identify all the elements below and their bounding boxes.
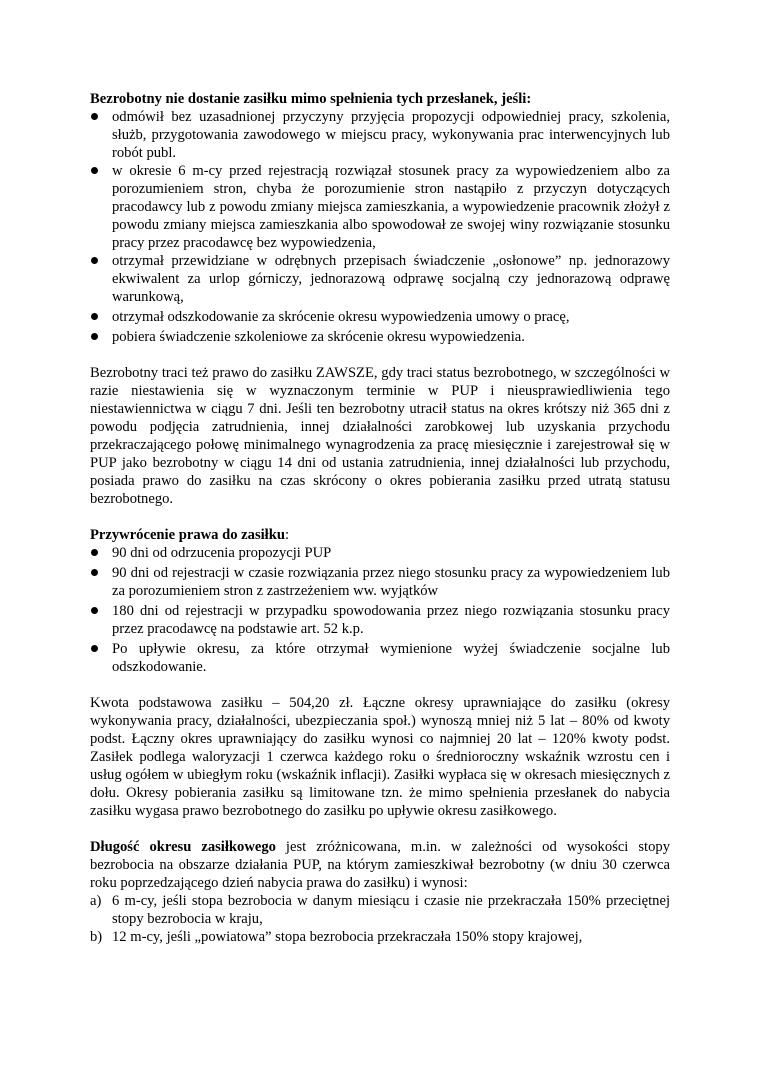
list-item (90, 308, 670, 326)
benefit-period-list (90, 892, 670, 946)
spacer (90, 820, 670, 838)
list-item-text: otrzymał przewidziane w odrębnych przepisach świadczenie „osłonowe” np. jednorazowy ekwiwalent za urlop górniczy, jednorazową odprawę socjalną czy jednorazową odprawę warunkową, (112, 253, 670, 305)
section-heading-restoration (90, 526, 670, 544)
list-item (90, 544, 670, 562)
list-item-text: pobiera świadczenie szkoleniowe za skrócenie okresu wypowiedzenia. (112, 329, 525, 345)
document-body (90, 90, 670, 946)
restoration-heading-colon: : (284, 527, 290, 543)
list-item (90, 928, 670, 946)
list-item (90, 564, 670, 600)
restoration-conditions-list (90, 544, 670, 676)
section-heading-no-benefit: Bezrobotny nie dostanie zasiłku mimo spełnienia tych przesłanek, jeśli: (90, 91, 532, 107)
benefit-period-heading: Długość okresu zasiłkowego (90, 839, 276, 855)
list-item (90, 252, 670, 306)
restoration-heading-text: Przywrócenie prawa do zasiłku (90, 527, 285, 543)
list-item (90, 162, 670, 252)
benefit-period-intro: jest zróżnicowana, m.in. w zależności od wysokości stopy bezrobocia na obszarze działania PUP, na którym zamieszkiwał bezrobotny (w dniu 30 czerwca roku poprzedzającego dzień nabycia prawa do zasiłku) i wynosi: (90, 839, 670, 891)
spacer (90, 508, 670, 526)
list-item-text: 180 dni od rejestracji w przypadku spowodowania przez niego rozwiązania stosunku pracy przez pracodawcę na podstawie art. 52 k.p. (112, 603, 670, 637)
spacer (90, 346, 670, 364)
paragraph-status-loss: Bezrobotny traci też prawo do zasiłku ZAWSZE, gdy traci status bezrobotnego, w szczególności w razie niestawienia się w wyznaczonym terminie w PUP i nieusprawiedliwienia tego niestawiennictwa w ciągu 7 dni. Jeśli ten bezrobotny utracił status na okres krótszy niż 365 dni z powodu podjęcia zatrudnienia, innej działalności zarobkowej lub uzyskania przychodu przekraczającego połowę minimalnego wynagrodzenia za pracę miesięcznie i zarejestrował się w PUP jako bezrobotny w ciągu 14 dni od ustania zatrudnienia, innej działalności lub przychodu, posiada prawo do zasiłku na czas skrócony o okres pobierania zasiłku przed utratą statusu bezrobotnego. (90, 365, 670, 507)
list-item (90, 892, 670, 928)
list-item (90, 602, 670, 638)
list-item-text: 12 m-cy, jeśli „powiatowa” stopa bezrobocia przekraczała 150% stopy krajowej, (112, 929, 583, 945)
paragraph-benefit-period (90, 838, 670, 892)
list-item-text: Po upływie okresu, za które otrzymał wymienione wyżej świadczenie socjalne lub odszkodowanie. (112, 641, 670, 675)
list-item (90, 640, 670, 676)
list-marker: a) (90, 893, 102, 909)
list-item-text: odmówił bez uzasadnionej przyczyny przyjęcia propozycji odpowiedniej pracy, szkolenia, służb, przygotowania zawodowego w miejscu pracy, wykonywania prac interwencyjnych lub robót publ. (112, 109, 670, 161)
list-item-text: 90 dni od odrzucenia propozycji PUP (112, 545, 332, 561)
list-item (90, 108, 670, 162)
spacer (90, 676, 670, 694)
list-marker: b) (90, 929, 103, 945)
list-item (90, 328, 670, 346)
no-benefit-conditions-list (90, 108, 670, 346)
paragraph-benefit-amount: Kwota podstawowa zasiłku – 504,20 zł. Łączne okresy uprawniające do zasiłku (okresy wykonywania pracy, działalności, ubezpieczania społ.) wynoszą mniej niż 5 lat – 80% od kwoty podst. Łączny okres uprawniający do zasiłku wynosi co najmniej 20 lat – 120% kwoty podst. Zasiłek podlega waloryzacji 1 czerwca każdego roku o średnioroczny wskaźnik wzrostu cen i usług ogółem w ubiegłym roku (wskaźnik inflacji). Zasiłki wypłaca się w okresach miesięcznych z dołu. Okresy pobierania zasiłku są limitowane tzn. że mimo spełnienia przesłanek do nabycia zasiłku wygasa prawo bezrobotnego do zasiłku po upływie okresu zasiłkowego. (90, 695, 670, 819)
list-item-text: otrzymał odszkodowanie za skrócenie okresu wypowiedzenia umowy o pracę, (112, 309, 570, 325)
list-item-text: w okresie 6 m-cy przed rejestracją rozwiązał stosunek pracy za wypowiedzeniem albo za porozumieniem stron, chyba że porozumienie stron nastąpiło z przyczyn dotyczących pracodawcy lub z powodu zmiany miejsca zamieszkania, a wypowiedzenie pracownik złożył z powodu zmiany miejsca zamieszkania albo spowodował ze swojej winy rozwiązanie stosunku pracy przez pracodawcę bez wypowiedzenia, (112, 163, 670, 251)
list-item-text: 90 dni od rejestracji w czasie rozwiązania przez niego stosunku pracy za wypowiedzeniem lub za porozumieniem stron z zastrzeżeniem ww. wyjątków (112, 565, 670, 599)
list-item-text: 6 m-cy, jeśli stopa bezrobocia w danym miesiącu i czasie nie przekraczała 150% przeciętnej stopy bezrobocia w kraju, (112, 893, 670, 927)
